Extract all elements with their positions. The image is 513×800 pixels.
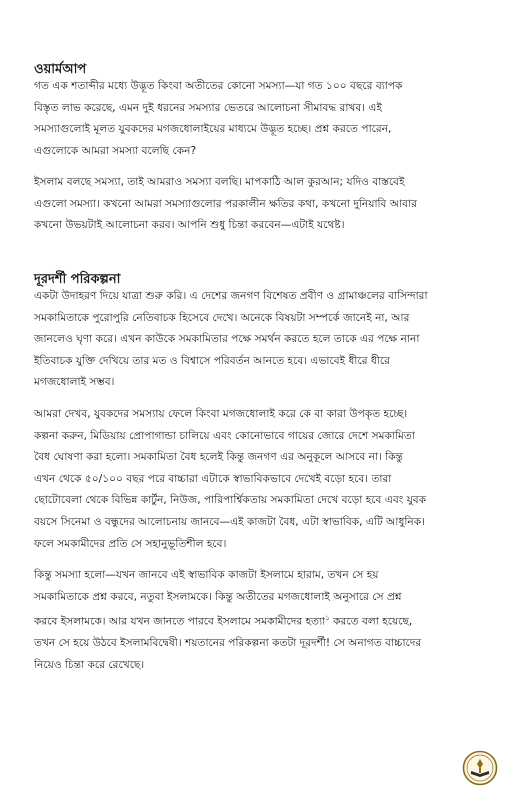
text-line: করবে ইসলামকে। আর যখন জানতে পারবে ইসলামে সমকামীদের হত্যা$^১$ করতে বলা হয়েছে, [34,614,413,628]
text-line: কল্পনা করুন, মিডিয়ায় প্রোপাগান্ডা চালিয়ে এবং কোনোভাবে গায়ের জোরে দেশে সমকামিতা [34,429,415,442]
text-line: আমরা দেখব, যুবকদের সমস্যায় ফেলে কিংবা মগজধোলাই করে কে বা কারা উপকৃত হচ্ছে। [34,408,408,420]
text-line: জানলেও ঘৃণা করে। এখন কাউকে সমকামিতার পক্ষে সমর্থন করতে হলে তাকে এর পক্ষে নানা [34,333,420,346]
text-line: বৈধ ঘোষণা করা হলো। সমকামিতা বৈধ হলেই কিন্তু জনগণ এর অনুকূলে আসবে না। কিন্তু [34,451,403,464]
text-line: ছোটোবেলা থেকে বিভিন্ন কার্টুন, নিউজ, পারিপার্শ্বিকতায় সমকামিতা দেখে বড়ো হবে এবং যুবক [34,494,427,507]
text-line: ইতিবাচক যুক্তি দেখিয়ে তার মত ও বিশ্বাসে পরিবর্তন আনতে হবে। এভাবেই ধীরে ধীরে [34,354,390,367]
text-line: এখন থেকে ৫০/১০০ বছর পরে বাচ্চারা এটাকে স্বাভাবিকভাবে দেখেই বড়ো হবে। তারা [34,472,392,485]
paragraph-plan-3 [34,565,483,677]
section-heading-far-sighted-plan: দূরদর্শী পরিকল্পনা [34,272,121,287]
paragraph-plan-1 [34,286,483,394]
text-line: সমস্যাগুলোই মূলত যুবকদের মগজধোলাইয়ের মাধ্যমে উদ্ভূত হচ্ছে। প্রশ্ন করতে পারেন, [34,123,392,136]
text-line: মগজধোলাই সম্ভব। [34,376,115,389]
paragraph-plan-2 [34,404,483,555]
text-line: এগুলো সমস্যা। কখনো আমরা সমস্যাগুলোর পরকালীন ক্ষতির কথা, কখনো দুনিয়াবি আবার [34,197,417,210]
text-line: গত এক শতাব্দীর মধ্যে উদ্ভূত কিংবা অতীতের কোনো সমস্যা—যা গত ১০০ বছরে ব্যাপক [34,80,403,92]
text-line: বয়সে সিনেমা ও বন্ধুদের আলোচনায় জানবে—এই কাজটা বৈধ, এটা স্বাভাবিক, এটি আধুনিক। [34,515,425,528]
paragraph-warmup-2 [34,172,483,237]
text-line: বিস্তৃত লাভ করেছে, এমন দুই ধরনের সমস্যার ভেতরে আলোচনা সীমাবদ্ধ রাখব। এই [34,101,382,114]
footnote-marker: ১ [325,614,330,623]
text-line: এগুলোকে আমরা সমস্যা বলেছি কেন? [34,144,197,157]
text-line: একটা উদাহরণ দিয়ে যাত্রা শুরু করি। এ দেশের জনগণ বিশেষত প্রবীণ ও গ্রামাঞ্চলের বাসিন্দারা [34,290,428,302]
text-line: কখনো উভয়টাই আলোচনা করব। আপনি শুধু চিন্তা করবেন—এটাই যথেষ্ট। [34,219,345,232]
publisher-seal-icon [462,750,498,786]
text-line: নিয়েও চিন্তা করে রেখেছে। [34,658,145,671]
text-line: কিন্তু সমস্যা হলো—যখন জানবে এই স্বাভাবিক কাজটা ইসলামে হারাম, তখন সে হয় [34,569,379,581]
section-heading-warmup: ওয়ার্মআপ [34,62,87,77]
paragraph-warmup-1 [34,76,483,162]
text-line: সমকামিতাকে পুরোপুরি নেতিবাচক হিসেবে দেখে। অনেকে বিষয়টা সম্পর্কে জানেই না, আর [34,311,410,324]
text-line: ফলে সমকামীদের প্রতি সে সহানুভূতিশীল হবে। [34,537,227,550]
text-line: তখন সে হয়ে উঠবে ইসলামবিদ্বেষী। শয়তানের পরিকল্পনা কতটা দূরদর্শী! সে অনাগত বাচ্চাদের [34,637,422,650]
text-line: ইসলাম বলছে সমস্যা, তাই আমরাও সমস্যা বলছি। মাপকাঠি আল কুরআন; যদিও বাস্তবেই [34,176,405,188]
text-line: সমকামিতাকে প্রশ্ন করবে, নতুবা ইসলামকে। কিন্তু অতীতের মগজধোলাই অনুসারে সে প্রশ্ন [34,590,402,603]
